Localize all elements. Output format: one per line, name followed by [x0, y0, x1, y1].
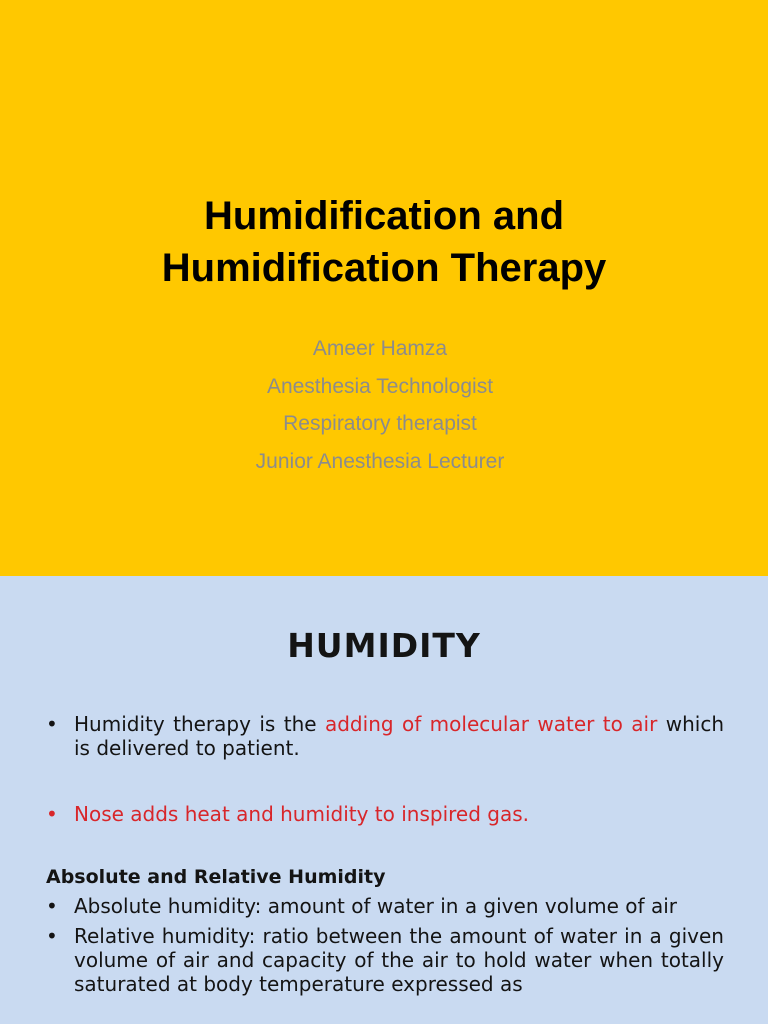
bullet-item: • Nose adds heat and humidity to inspired gas. — [44, 802, 724, 826]
bullet-highlight: adding of molecular water to air — [324, 712, 658, 736]
bullet-list — [44, 712, 724, 760]
presenter-role: Junior Anesthesia Lecturer — [255, 449, 505, 473]
title-line: Humidification and — [204, 194, 564, 238]
bullet-text: Humidity therapy is the — [74, 712, 325, 736]
presentation-title — [0, 190, 768, 294]
presenter-role: Respiratory therapist — [283, 412, 477, 435]
title-line: Humidification Therapy — [161, 246, 607, 290]
presenter-role: Anesthesia Technologist — [266, 374, 494, 398]
bullet-item: • Absolute humidity: amount of water in a given volume of air — [44, 894, 724, 918]
bullet-text: which is delivered to patient. — [74, 712, 724, 760]
presenter-name: Ameer Hamza — [312, 337, 448, 360]
section-heading: Absolute and Relative Humidity — [46, 866, 386, 888]
slide-heading: HUMIDITY — [287, 626, 481, 665]
presenter-info — [0, 330, 760, 480]
bullet-list — [44, 894, 724, 1002]
bullet-item — [44, 712, 724, 760]
bullet-list — [44, 802, 724, 826]
humidity-slide — [0, 576, 768, 1024]
bullet-item: • Relative humidity: ratio between the amount of water in a given volume of air and capacity of the air to hold water when totally saturated at body temperature expressed as — [44, 924, 724, 996]
